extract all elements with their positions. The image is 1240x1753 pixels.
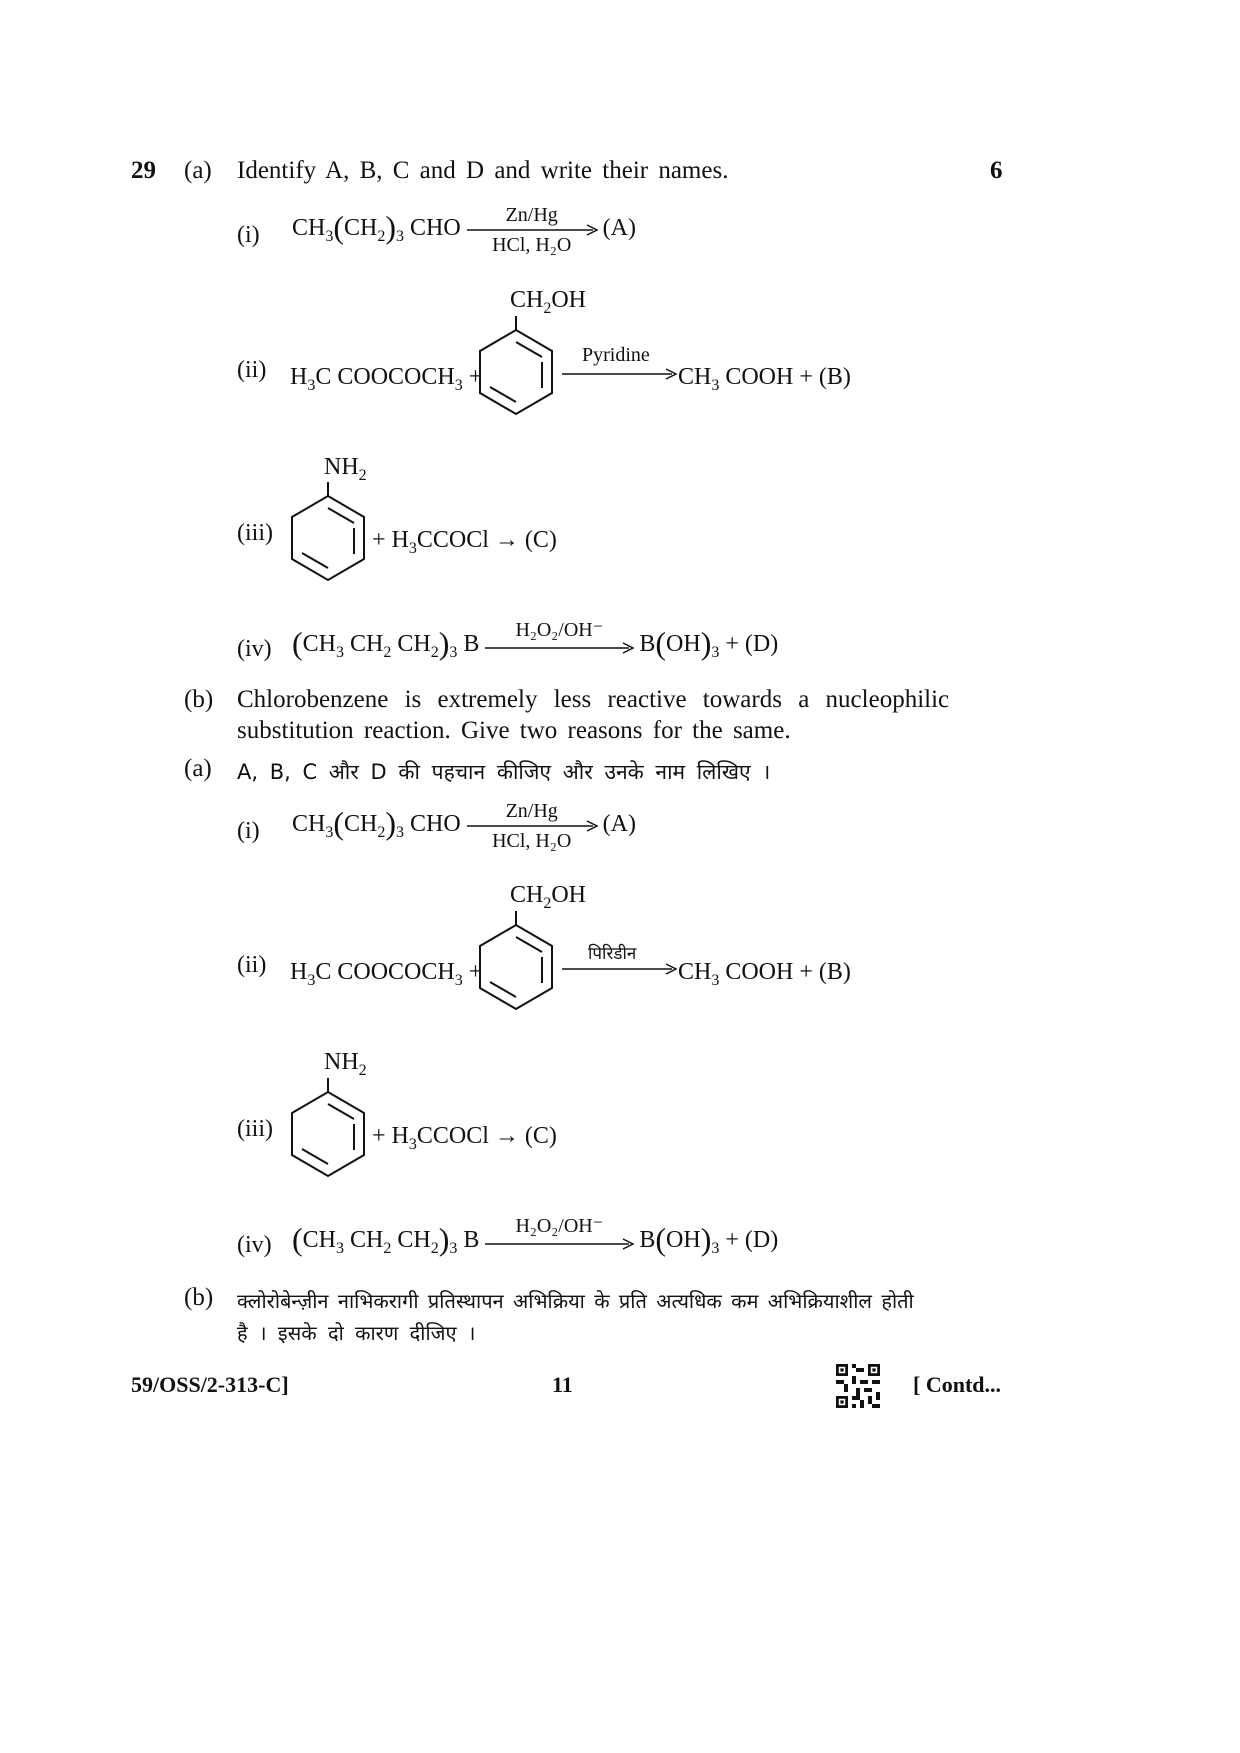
hindi-reaction-iii-label: (iii) (237, 1116, 273, 1142)
hindi-reaction-i-reagent-bottom: HCl, H₂O (492, 830, 572, 853)
hindi-reaction-i-label: (i) (237, 818, 260, 844)
part-b-line2: substitution reaction. Give two reasons for the same. (237, 717, 791, 744)
reaction-iv-product: (D) (744, 631, 779, 657)
hindi-reaction-iv: ($CH_3$ $CH_2$ $CH_2)_3$ B H₂O₂/OH⁻ $B(OH)_3 + (D)$ (292, 1215, 779, 1257)
reaction-iv: ($CH_3$ $CH_2$ $CH_2)_3$ B H₂O₂/OH⁻ $B(OH)_3 + (D)$ (292, 619, 779, 661)
paper-code: 59/OSS/2-313-C] (131, 1372, 289, 1397)
hindi-part-b-line1: क्लोरोबेन्ज़ीन नाभिकरागी प्रतिस्थापन अभिक्रिया के प्रति अत्यधिक कम अभिक्रियाशील होती (237, 1289, 914, 1313)
reaction-iii-label: (iii) (237, 520, 273, 546)
question-number: 29 (131, 157, 156, 184)
part-b-line1: Chlorobenzene is extremely less reactive towards a nucleophilic (237, 686, 950, 713)
hindi-benzyl-alcohol-group: $CH_2OH$ (510, 882, 587, 912)
benzene-ring-icon (474, 907, 558, 1013)
hindi-part-a-label: (a) (184, 755, 212, 782)
reaction-iv-reagent: H₂O₂/OH⁻ (515, 619, 604, 642)
hindi-reaction-i-product: (A) (602, 811, 636, 837)
reaction-i-reagent-top: Zn/Hg (505, 204, 558, 227)
benzene-ring-icon (286, 1076, 370, 1180)
reaction-ii-arrow (560, 344, 678, 380)
reaction-ii-reactant: $H_3C$ $COOCOCH_3$ + (290, 364, 483, 394)
reaction-ii-product: (B) (818, 364, 851, 390)
hindi-reaction-ii-reactant: $H_3C$ $COOCOCH_3$ + (290, 959, 483, 989)
hindi-reaction-ii-label: (ii) (237, 952, 267, 978)
reaction-ii-products: $CH_3$ COOH + (B) (678, 364, 851, 394)
hindi-reaction-ii-arrow (560, 945, 678, 975)
hindi-amino-group: $NH_2$ (324, 1049, 367, 1079)
arrow-icon (560, 945, 678, 975)
hindi-pyridine-label: पिरिडीन (588, 944, 637, 964)
hindi-part-a-text: A, B, C और D की पहचान कीजिए और उनके नाम लिखिए । (237, 760, 771, 784)
pyridine-label: Pyridine (582, 344, 650, 366)
hindi-reaction-iv-reagent: H₂O₂/OH⁻ (515, 1215, 604, 1238)
reaction-iii-product: (C) (524, 527, 557, 553)
hindi-reaction-iii-product: (C) (524, 1123, 557, 1149)
hindi-reaction-ii-products: $CH_3$ COOH + (B) (678, 959, 851, 989)
marks: 6 (990, 157, 1003, 184)
hindi-reaction-iv-product: (D) (744, 1227, 779, 1253)
arrow-icon (560, 350, 678, 380)
continued-label: [ Contd... (913, 1372, 1002, 1397)
benzene-ring-icon (286, 480, 370, 584)
hindi-part-b-label: (b) (184, 1284, 214, 1311)
hindi-reaction-i: $CH_3(CH_2)_3$ CHO Zn/Hg HCl, H₂O (A) (292, 800, 636, 853)
reaction-i-product: (A) (602, 215, 636, 241)
page-number: 11 (552, 1372, 573, 1397)
reaction-iv-label: (iv) (237, 636, 272, 662)
part-a-label: (a) (184, 157, 212, 184)
reaction-ii-label: (ii) (237, 357, 267, 383)
reaction-i-label: (i) (237, 222, 260, 248)
hindi-reaction-ii-product: (B) (818, 959, 851, 985)
hindi-reaction-i-reagent-top: Zn/Hg (505, 800, 558, 823)
reaction-iii-reagent: + $H_3CCOCl \to (C)$ (372, 527, 557, 557)
hindi-part-b-line2: है । इसके दो कारण दीजिए । (237, 1321, 476, 1345)
qr-code-icon (836, 1364, 880, 1408)
amino-group: $NH_2$ (324, 454, 367, 484)
benzyl-alcohol-group: $CH_2OH$ (510, 287, 587, 317)
hindi-reaction-iii-reagent: + $H_3CCOCl \to (C)$ (372, 1123, 557, 1153)
hindi-reaction-iv-label: (iv) (237, 1232, 272, 1258)
part-b-label: (b) (184, 686, 214, 713)
benzene-ring-icon (474, 312, 558, 418)
reaction-i: $CH_3(CH_2)_3$ CHO Zn/Hg HCl, H₂O (A) (292, 204, 636, 257)
reaction-i-reagent-bottom: HCl, H₂O (492, 234, 572, 257)
part-a-text: Identify A, B, C and D and write their names. (237, 157, 729, 184)
